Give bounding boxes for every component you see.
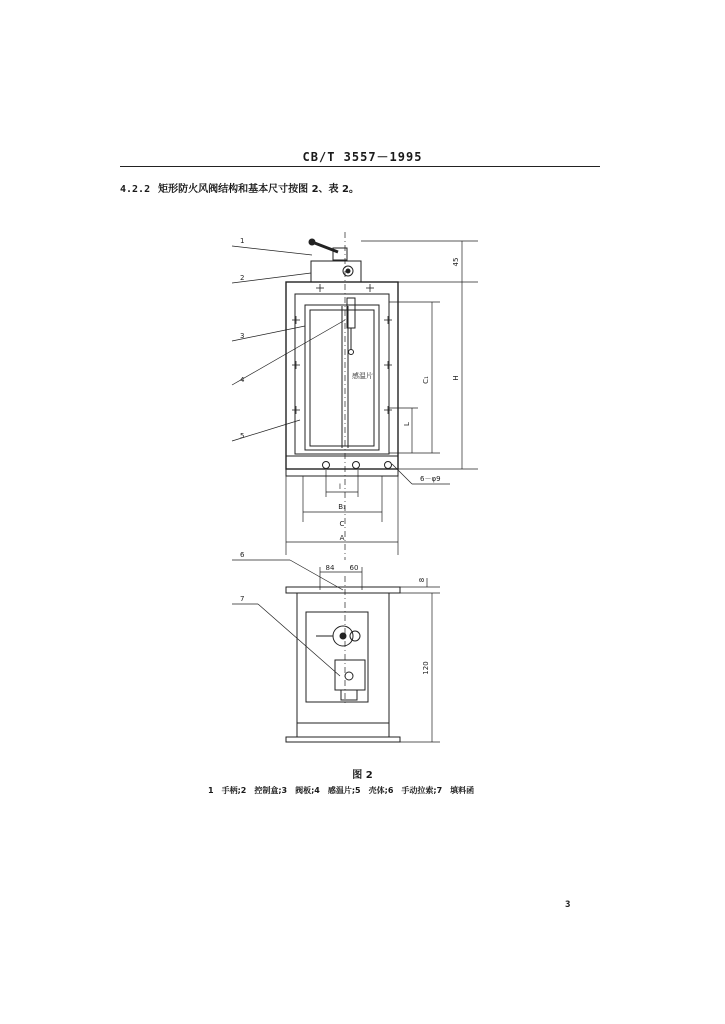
side-bottom-plate — [286, 737, 400, 742]
page-number: 3 — [565, 900, 571, 910]
handle-knob — [309, 239, 315, 245]
figure-legend: 1 手柄;2 控制盒;3 阀板;4 感温片;5 壳体;6 手动拉索;7 填料函 — [208, 786, 475, 795]
figure-caption: 图 2 — [352, 770, 373, 781]
part-number: 3 — [240, 332, 245, 340]
packing-box — [335, 660, 365, 690]
section-number: 4.2.2 — [120, 184, 151, 195]
dim-top-height: 45 — [452, 257, 460, 267]
dim-side-height: 120 — [422, 661, 430, 675]
thermal-link-ring — [349, 350, 354, 355]
flange-hole — [323, 462, 330, 469]
dim-84: 84 — [325, 564, 335, 572]
gearbox — [306, 612, 368, 702]
handle-lever — [312, 242, 338, 252]
thermal-link-label: 感温片 — [352, 372, 373, 380]
flange-hole — [385, 462, 392, 469]
dim-hole-spec: 6－φ9 — [420, 475, 441, 483]
dim-thickness: 8 — [418, 577, 426, 583]
dim-small-height: L — [403, 422, 411, 426]
bottom-flange — [286, 456, 398, 476]
dim-b1: B₁ — [338, 503, 346, 511]
part-number: 2 — [240, 274, 245, 282]
dim-c: C — [339, 520, 345, 528]
part-number: 7 — [240, 595, 245, 603]
dim-60: 60 — [349, 564, 359, 572]
dim-total-height: H — [452, 375, 460, 381]
flange-hole — [353, 462, 360, 469]
dim-a: A — [339, 534, 345, 542]
part-number: 1 — [240, 237, 245, 245]
dim-inner-height: C₁ — [422, 376, 430, 384]
section-text: 矩形防火风阀结构和基本尺寸按图 2、表 2。 — [158, 184, 359, 195]
dim-bottom-small: l — [339, 483, 341, 491]
part-number: 5 — [240, 432, 245, 440]
part-number: 4 — [240, 376, 245, 384]
control-box — [311, 261, 361, 282]
standard-code: CB/T 3557－1995 — [302, 150, 423, 164]
part-number: 6 — [240, 551, 245, 559]
